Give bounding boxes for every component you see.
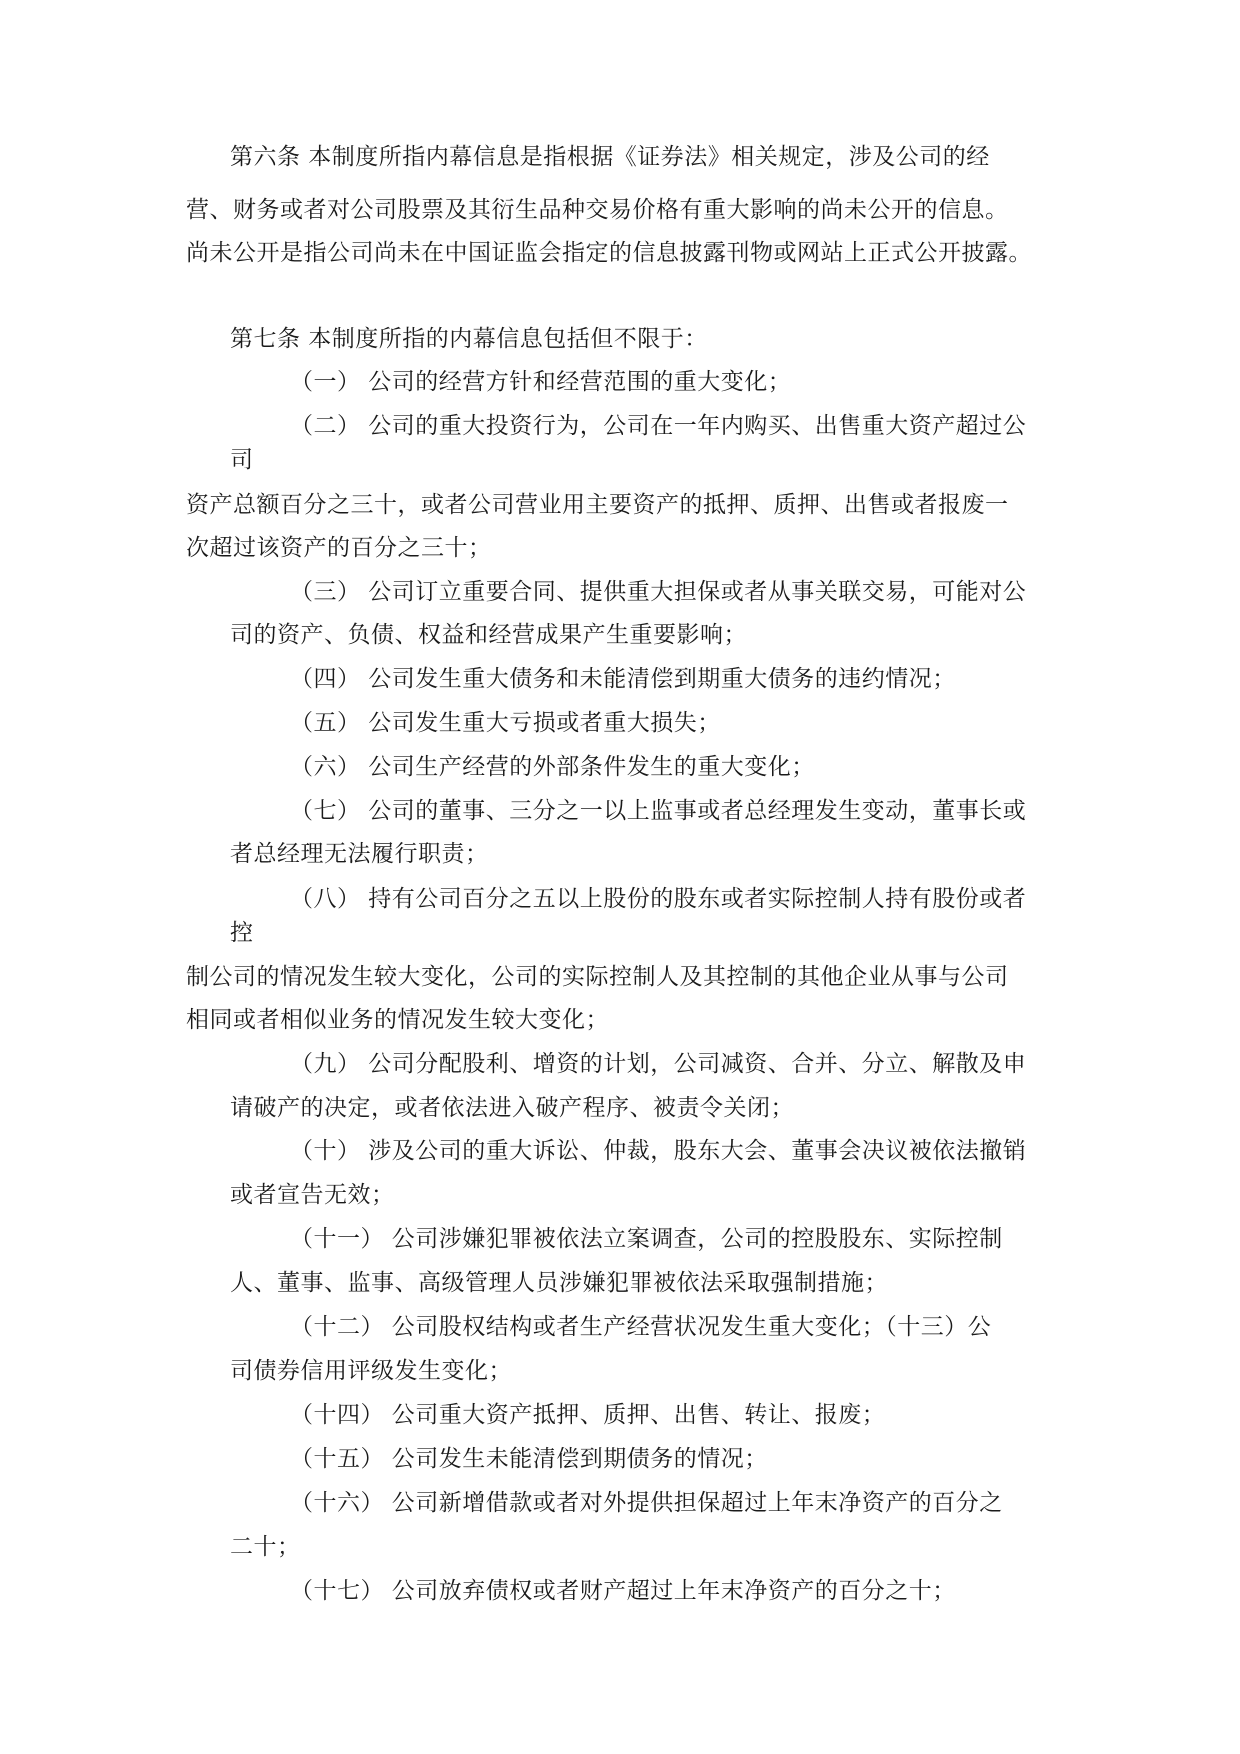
item-9-line-1: （九） 公司分配股利、增资的计划，公司减资、合并、分立、解散及申 (290, 1051, 1027, 1077)
item-14-line-1: （十四） 公司重大资产抵押、质押、出售、转让、报废； (290, 1402, 886, 1428)
item-4-line-1: （四） 公司发生重大债务和未能清偿到期重大债务的违约情况； (290, 666, 956, 692)
item-3-line-1: （三） 公司订立重要合同、提供重大担保或者从事关联交易，可能对公 (290, 579, 1027, 605)
item-16-line-1: （十六） 公司新增借款或者对外提供担保超过上年末净资产的百分之 (290, 1490, 1003, 1516)
item-12-line-1: （十二） 公司股权结构或者生产经营状况发生重大变化；（十三）公 (290, 1314, 992, 1340)
item-11-line-2: 人、董事、监事、高级管理人员涉嫌犯罪被依法采取强制措施； (230, 1270, 888, 1296)
item-7-line-2: 者总经理无法履行职责； (230, 841, 489, 867)
item-10-line-1: （十） 涉及公司的重大诉讼、仲裁，股东大会、董事会决议被依法撤销 (290, 1138, 1027, 1164)
item-8-line-2: 控 (230, 920, 254, 946)
item-16-line-2: 二十； (230, 1534, 301, 1560)
item-2-line-3: 资产总额百分之三十，或者公司营业用主要资产的抵押、质押、出售或者报废一 (186, 492, 1009, 518)
article-6-line-2: 营、财务或者对公司股票及其衍生品种交易价格有重大影响的尚未公开的信息。 (186, 197, 1009, 223)
item-3-line-2: 司的资产、负债、权益和经营成果产生重要影响； (230, 622, 747, 648)
item-17-line-1: （十七） 公司放弃债权或者财产超过上年末净资产的百分之十； (290, 1578, 956, 1604)
item-1-line-1: （一） 公司的经营方针和经营范围的重大变化； (290, 369, 792, 395)
item-2-line-2: 司 (230, 447, 254, 473)
article-7-heading: 第七条 本制度所指的内幕信息包括但不限于： (230, 326, 708, 352)
item-2-line-1: （二） 公司的重大投资行为，公司在一年内购买、出售重大资产超过公 (290, 413, 1027, 439)
item-5-line-1: （五） 公司发生重大亏损或者重大损失； (290, 710, 721, 736)
item-10-line-2: 或者宣告无效； (230, 1182, 395, 1208)
item-2-line-4: 次超过该资产的百分之三十； (186, 535, 492, 561)
article-6-line-1: 第六条 本制度所指内幕信息是指根据《证券法》相关规定，涉及公司的经 (230, 144, 990, 170)
item-8-line-3: 制公司的情况发生较大变化，公司的实际控制人及其控制的其他企业从事与公司 (186, 964, 1009, 990)
article-6-line-3: 尚未公开是指公司尚未在中国证监会指定的信息披露刊物或网站上正式公开披露。 (186, 240, 1032, 266)
item-6-line-1: （六） 公司生产经营的外部条件发生的重大变化； (290, 754, 815, 780)
item-12-line-2: 司债券信用评级发生变化； (230, 1358, 512, 1384)
item-7-line-1: （七） 公司的董事、三分之一以上监事或者总经理发生变动，董事长或 (290, 798, 1027, 824)
item-8-line-4: 相同或者相似业务的情况发生较大变化； (186, 1007, 609, 1033)
item-8-line-1: （八） 持有公司百分之五以上股份的股东或者实际控制人持有股份或者 (290, 886, 1027, 912)
item-11-line-1: （十一） 公司涉嫌犯罪被依法立案调查，公司的控股股东、实际控制 (290, 1226, 1003, 1252)
item-9-line-2: 请破产的决定，或者依法进入破产程序、被责令关闭； (230, 1095, 794, 1121)
item-15-line-1: （十五） 公司发生未能清偿到期债务的情况； (290, 1446, 768, 1472)
